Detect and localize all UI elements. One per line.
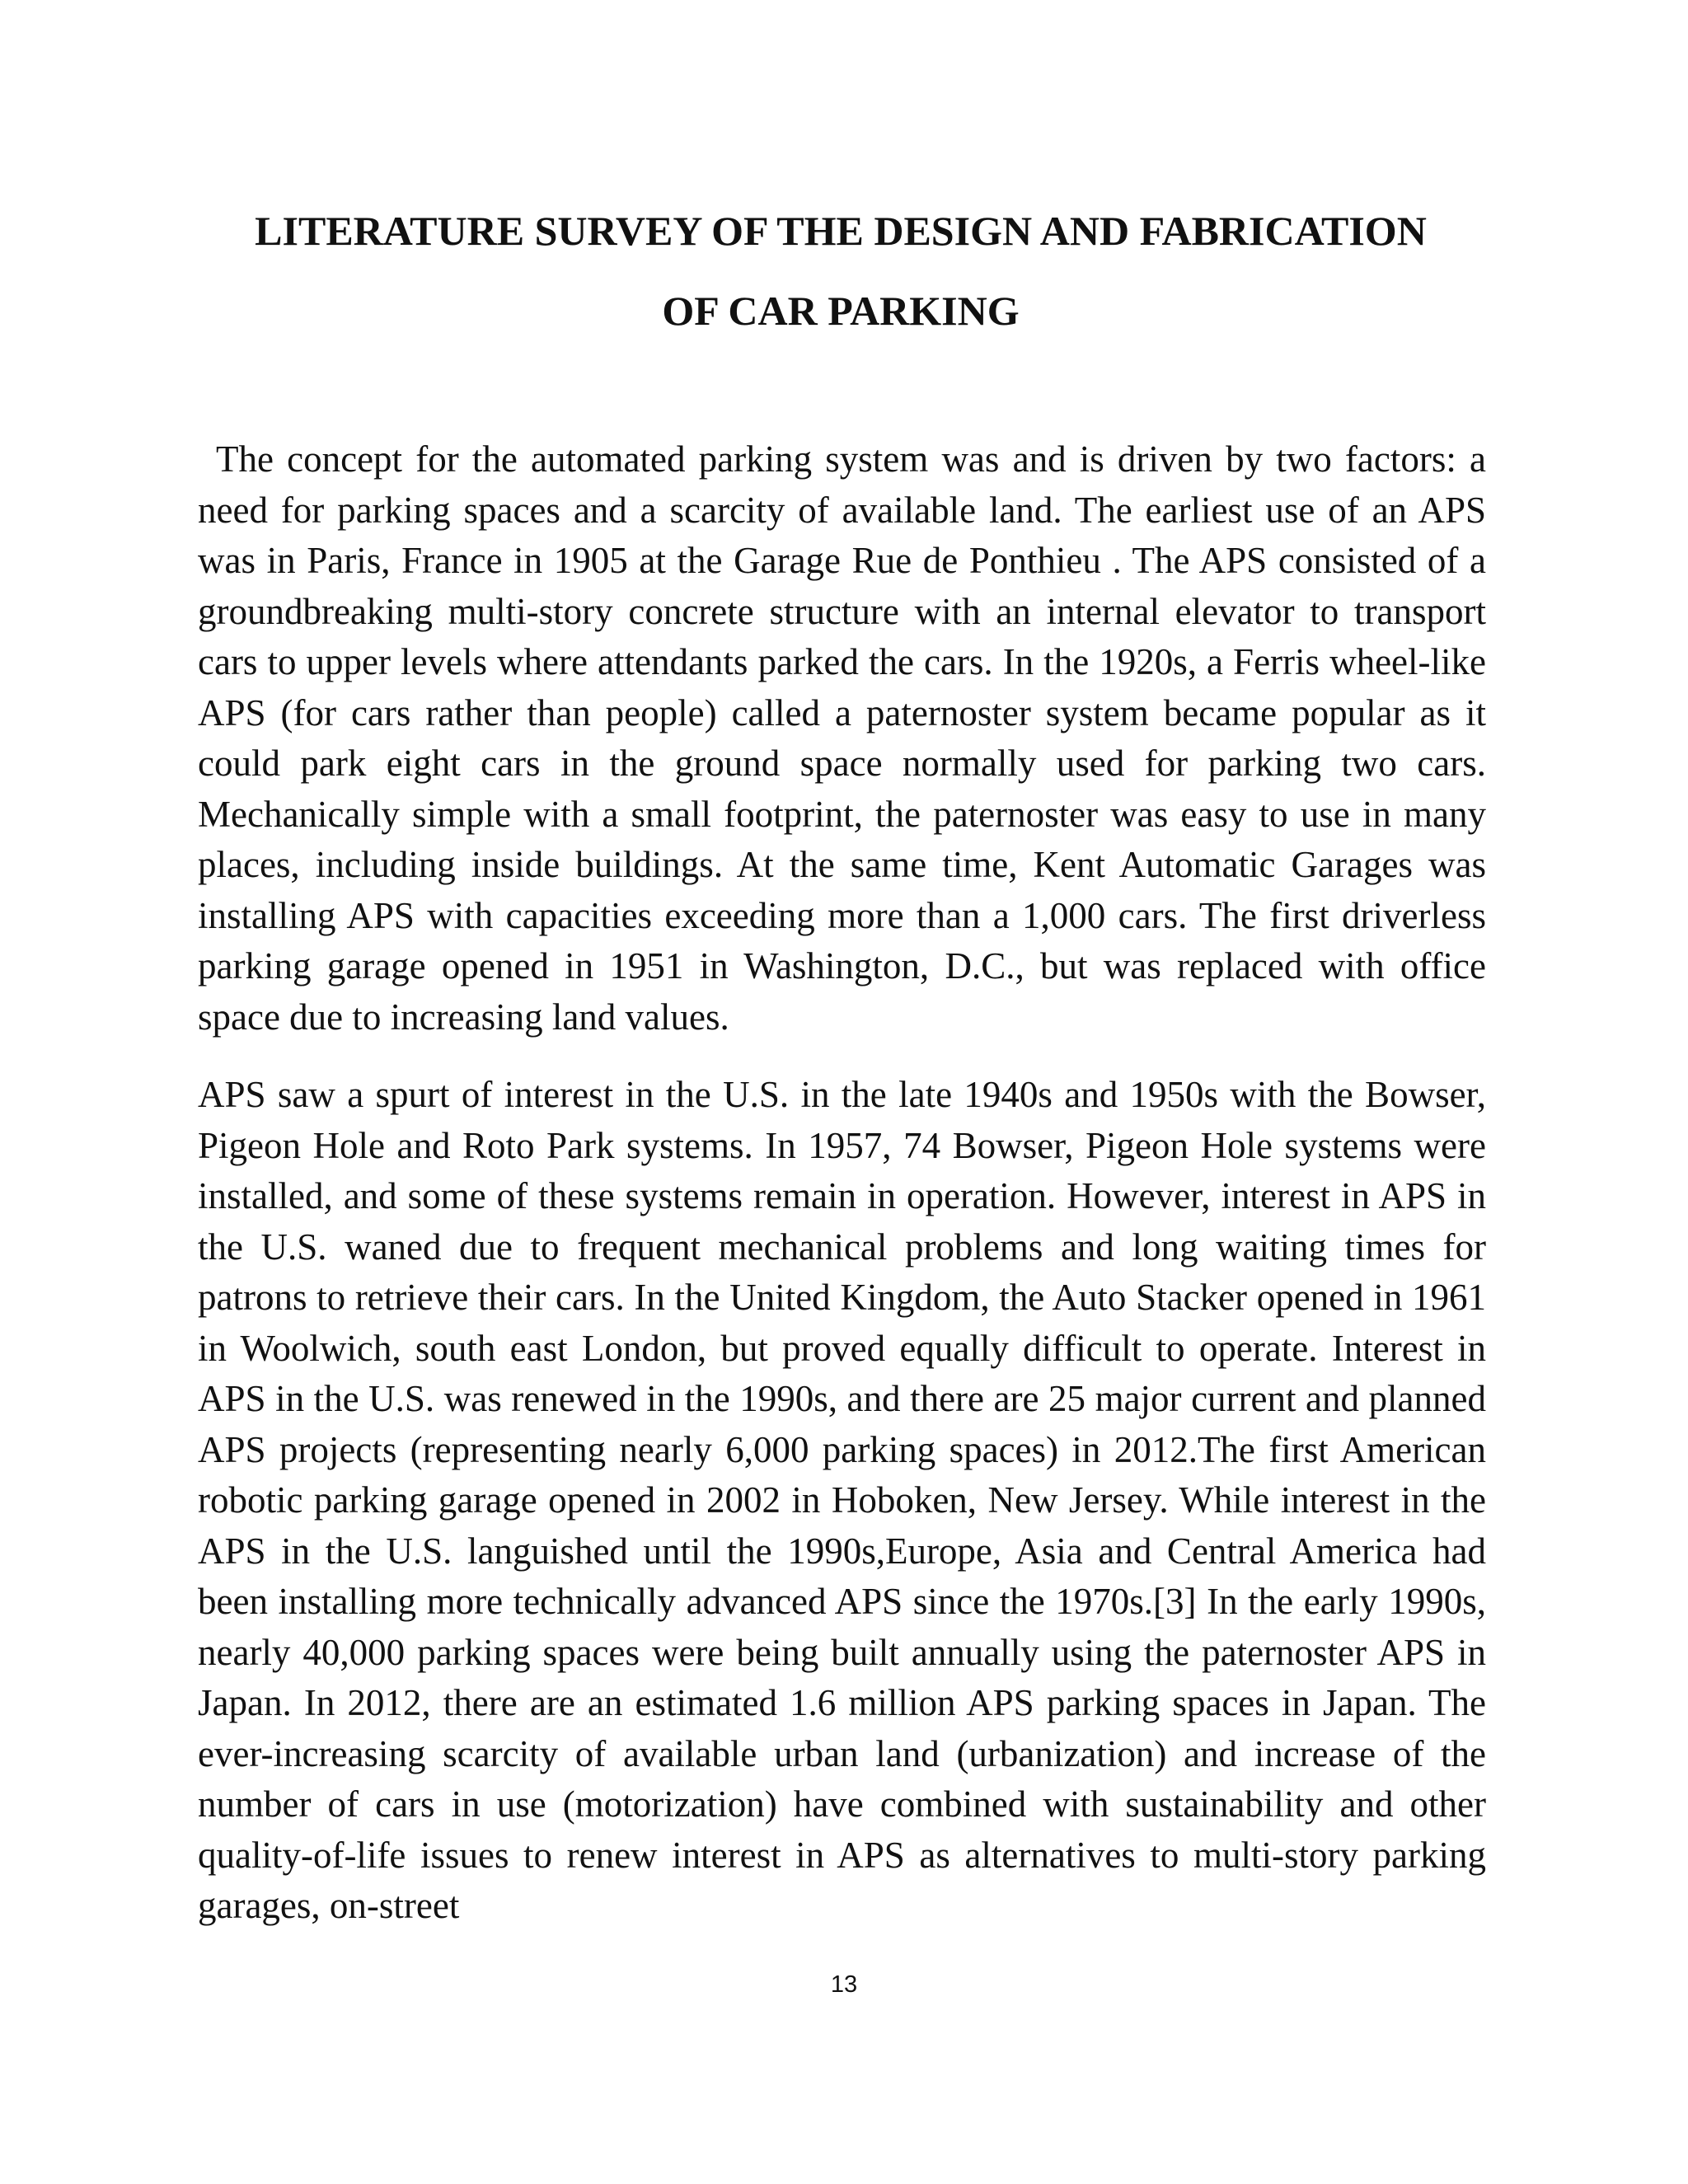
paragraph-us-interest: APS saw a spurt of interest in the U.S. in the late 1940s and 1950s with the Bowser, Pigeon Hole and Roto Park systems. In 1957, 74 Bowser, Pigeon Hole systems were installed, and some of these systems remain in operation. However, interest in APS in the U.S. waned due to frequent mechanical problems and long waiting times for patrons to retrieve their cars. In the United Kingdom, the Auto Stacker opened in 1961 in Woolwich, south east London, but proved equally difficult to operate. Interest in APS in the U.S. was renewed in the 1990s, and there are 25 major current and planned APS projects (representing nearly 6,000 parking spaces) in 2012.The first American robotic parking garage opened in 2002 in Hoboken, New Jersey. While interest in the APS in the U.S. languished until the 1990s,Europe, Asia and Central America had been installing more technically advanced APS since the 1970s.[3] In the early 1990s, nearly 40,000 parking spaces were being built annually using the paternoster APS in Japan. In 2012, there are an estimated 1.6 million APS parking spaces in Japan. The ever-increasing scarcity of available urban land (urbanization) and increase of the number of cars in use (motorization) have combined with sustainability and other quality-of-life issues to renew interest in APS as alternatives to multi-story parking garages, on-street: [198, 1074, 1486, 1926]
page-title: [198, 191, 1484, 351]
page-number: 13: [830, 1971, 858, 1998]
paragraph-history-origins: The concept for the automated parking system was and is driven by two factors: a need for parking spaces and a scarcity of available land. The earliest use of an APS was in Paris, France in 1905 at the Garage Rue de Ponthieu . The APS consisted of a groundbreaking multi-story concrete structure with an internal elevator to transport cars to upper levels where attendants parked the cars. In the 1920s, a Ferris wheel-like APS (for cars rather than people) called a paternoster system became popular as it could park eight cars in the ground space normally used for parking two cars. Mechanically simple with a small footprint, the paternoster was easy to use in many places, including inside buildings. At the same time, Kent Automatic Garages was installing APS with capacities exceeding more than a 1,000 cars. The first driverless parking garage opened in 1951 in Washington, D.C., but was replaced with office space due to increasing land values.: [198, 438, 1486, 1038]
title-line-1: LITERATURE SURVEY OF THE DESIGN AND FABRICATION: [255, 208, 1427, 254]
title-line-2: OF CAR PARKING: [662, 288, 1020, 334]
